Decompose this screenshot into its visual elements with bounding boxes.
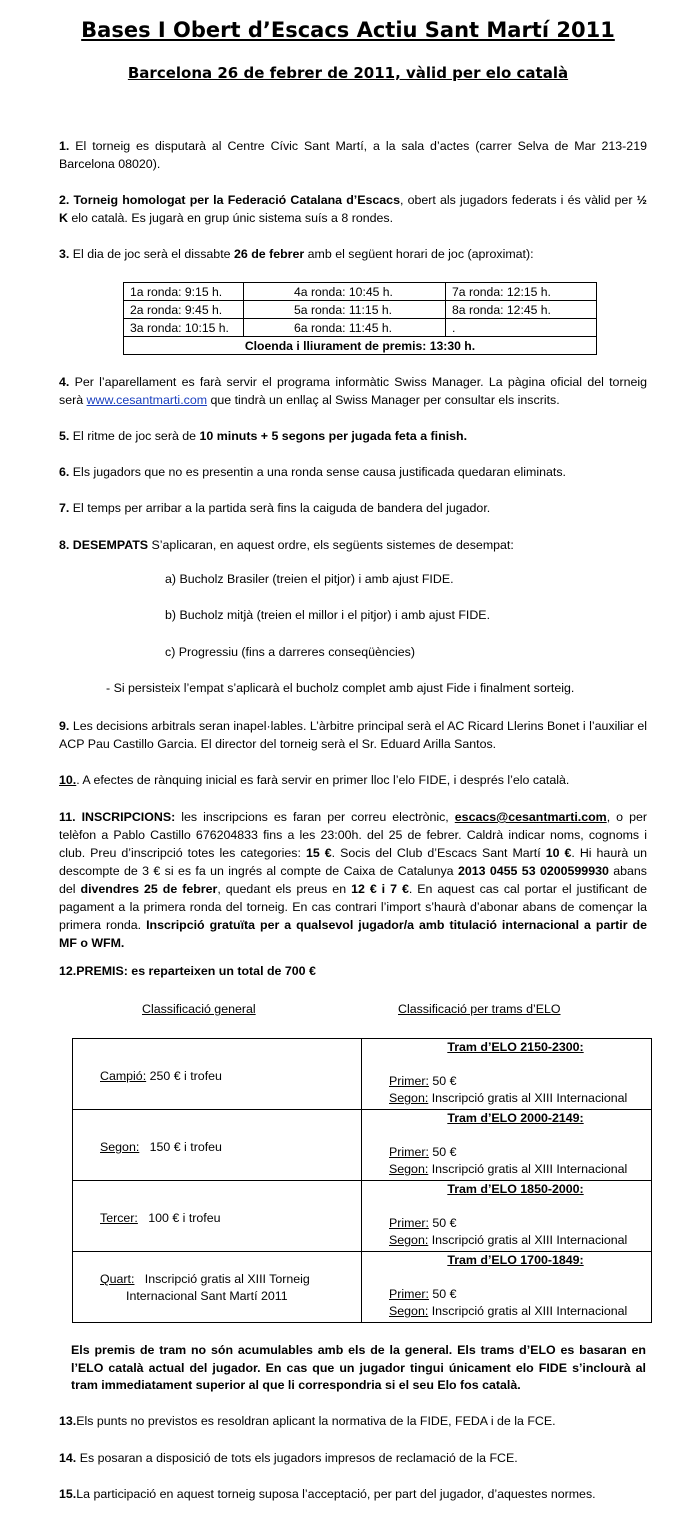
rule-text: . En aquest cas cal portar el justificant de pagament a la primera ronda del torneig. En cas contrari l’import s’haurà d’abonar abans de començar la primera ronda.: [59, 882, 648, 932]
rule-text: , o per telèfon a Pablo Castillo 676204833 fins a les 23:00h. del 25 de febrer. Caldrà indicar noms, cognoms i club. Preu d’inscripció totes les categories:: [59, 810, 647, 860]
prize-row: [73, 1110, 652, 1181]
prize-elo-cell: [362, 1110, 652, 1181]
rule-number: 8.: [59, 538, 70, 552]
rule-text: S’aplicaran, en aquest ordre, els següents sistemes de desempat:: [148, 538, 514, 552]
rule-13: [59, 1412, 647, 1430]
tram-title: Tram d’ELO 2150-2300:: [447, 1040, 584, 1054]
schedule-row: [124, 319, 597, 337]
schedule-row: [124, 301, 597, 319]
primer-value: 50 €: [428, 1145, 457, 1159]
rule-bold: Inscripció gratuïta per a qualsevol jugador/a amb titulació internacional a partir de MF o WFM.: [59, 918, 647, 950]
rule-5: [59, 427, 647, 445]
rule-number: 4.: [59, 375, 70, 389]
prize-label: Quart:: [100, 1272, 135, 1286]
tiebreak-note: - Si persisteix l’empat s’aplicarà el bucholz complet amb ajust Fide i finalment sorteig.: [106, 681, 575, 695]
segon-value: Inscripció gratis al XIII Internacional: [428, 1162, 628, 1176]
prize-value: 150 € i trofeu: [139, 1140, 222, 1154]
prize-general-cell: [73, 1110, 362, 1181]
rule-text: . A efectes de rànquing inicial es farà servir en primer lloc l’elo FIDE, i després l’elo català.: [76, 773, 570, 787]
rule-11: [59, 808, 647, 952]
segon-label: Segon:: [389, 1091, 429, 1105]
schedule-cell: 8a ronda: 12:45 h.: [446, 301, 597, 319]
schedule-cell: .: [446, 319, 597, 337]
schedule-footer-row: [124, 337, 597, 355]
rule-9: [59, 717, 647, 753]
segon-value: Inscripció gratis al XIII Internacional: [428, 1233, 628, 1247]
schedule-footer: Cloenda i lliurament de premis: 13:30 h.: [124, 337, 597, 355]
rule-number: 7.: [59, 501, 70, 515]
rule-bold: 10 minuts + 5 segons per jugada feta a finish.: [199, 429, 468, 443]
schedule-cell: 1a ronda: 9:15 h.: [124, 283, 244, 301]
rule-number: 12.: [59, 964, 77, 978]
rule-bold: DESEMPATS: [72, 538, 149, 552]
rule-number: 14.: [59, 1451, 77, 1465]
rule-bold: ½ K: [59, 193, 647, 225]
rule-text: El dia de joc serà el dissabte: [72, 247, 234, 261]
prize-label: Campió:: [100, 1069, 147, 1083]
prize-elo-cell: [362, 1039, 652, 1110]
rule-text: La participació en aquest torneig suposa l’acceptació, per part del jugador, d’aquestes normes.: [76, 1487, 596, 1501]
rule-2: [59, 191, 647, 227]
rule-text: El torneig es disputarà al Centre Cívic Sant Martí, a la sala d’actes (carrer Selva de Mar 213-219 Barcelona 08020).: [59, 139, 647, 171]
prize-general-cell: [73, 1181, 362, 1252]
rule-text: El ritme de joc serà de: [72, 429, 200, 443]
primer-label: Primer:: [389, 1145, 429, 1159]
schedule-cell: 2a ronda: 9:45 h.: [124, 301, 244, 319]
primer-value: 50 €: [428, 1216, 457, 1230]
rule-bold: 10 €: [545, 846, 572, 860]
primer-label: Primer:: [389, 1074, 429, 1088]
rule-text: amb el següent horari de joc (aproximat):: [304, 247, 534, 261]
rule-7: [59, 499, 647, 517]
rule-number: 5.: [59, 429, 70, 443]
rule-text: , obert als jugadors federats i és vàlid per: [399, 193, 637, 207]
rule-number: 13.: [59, 1414, 77, 1428]
rule-number: 9.: [59, 719, 70, 733]
segon-label: Segon:: [389, 1162, 429, 1176]
rule-bold: divendres 25 de febrer: [80, 882, 218, 896]
prize-value: Inscripció gratis al XIII Torneig: [134, 1272, 310, 1286]
rule-text: Els jugadors que no es presentin a una ronda sense causa justificada quedaran eliminats.: [72, 465, 566, 479]
schedule-cell: 6a ronda: 11:45 h.: [244, 319, 446, 337]
prize-label: Segon:: [100, 1140, 140, 1154]
rule-15: [59, 1485, 647, 1503]
tiebreak-item: b) Bucholz mitjà (treien el millor i el pitjor) i amb ajust FIDE.: [165, 608, 491, 622]
segon-label: Segon:: [389, 1304, 429, 1318]
tiebreak-item: c) Progressiu (fins a darreres conseqüències): [165, 645, 415, 659]
rule-bold: 12 € i 7 €: [351, 882, 409, 896]
prize-row: [73, 1252, 652, 1323]
prize-elo-cell: [362, 1252, 652, 1323]
rule-text: elo català. Es jugarà en grup únic sistema suís a 8 rondes.: [67, 211, 394, 225]
rule-text: abans del: [59, 864, 648, 896]
segon-value: Inscripció gratis al XIII Internacional: [428, 1304, 628, 1318]
schedule-cell: 7a ronda: 12:15 h.: [446, 283, 597, 301]
email-link[interactable]: escacs@cesantmarti.com: [454, 810, 607, 824]
rule-number: 2.: [59, 193, 70, 207]
rule-number: 6.: [59, 465, 70, 479]
rule-1: [59, 137, 647, 173]
website-link[interactable]: www.cesantmarti.com: [86, 393, 208, 407]
prize-general-cell: [73, 1039, 362, 1110]
primer-label: Primer:: [389, 1216, 429, 1230]
rule-14: [59, 1449, 647, 1467]
rule-6: [59, 463, 647, 481]
primer-label: Primer:: [389, 1287, 429, 1301]
rule-8: [59, 536, 647, 554]
rule-text: Es posaran a disposició de tots els jugadors impresos de reclamació de la FCE.: [79, 1451, 518, 1465]
schedule-cell: 4a ronda: 10:45 h.: [244, 283, 446, 301]
prize-value: 250 € i trofeu: [146, 1069, 222, 1083]
tram-title: Tram d’ELO 2000-2149:: [447, 1111, 584, 1125]
prize-elo-cell: [362, 1181, 652, 1252]
rule-text: les inscripcions es faran per correu electrònic,: [175, 810, 455, 824]
rule-text: . Hi haurà un descompte de 3 € si es fa un ingrés al compte de Caixa de Catalunya: [59, 846, 648, 878]
rule-text: que tindrà un enllaç al Swiss Manager per consultar els inscrits.: [207, 393, 560, 407]
segon-label: Segon:: [389, 1233, 429, 1247]
rule-text: . Socis del Club d’Escacs Sant Martí: [331, 846, 546, 860]
prize-value-2: Internacional Sant Martí 2011: [126, 1289, 288, 1303]
page-title: Bases I Obert d’Escacs Actiu Sant Martí 2011: [81, 18, 615, 42]
prize-row: [73, 1039, 652, 1110]
prizes-table: [72, 1038, 652, 1323]
rule-text: Els punts no previstos es resoldran aplicant la normativa de la FIDE, FEDA i de la FCE.: [76, 1414, 556, 1428]
rule-number: 15.: [59, 1487, 77, 1501]
primer-value: 50 €: [428, 1074, 457, 1088]
rule-number: 1.: [59, 139, 70, 153]
schedule-cell: 3a ronda: 10:15 h.: [124, 319, 244, 337]
rule-text: Les decisions arbitrals seran inapel·lables. L’àrbitre principal serà el AC Ricard Llerins Bonet i l’auxiliar el ACP Pau Castillo Garcia. El director del torneig serà el Sr. Eduard Arilla Santos.: [59, 719, 647, 751]
prize-label: Tercer:: [100, 1211, 138, 1225]
rule-3: [59, 245, 647, 263]
prizes-note: Els premis de tram no són acumulables amb els de la general. Els trams d’ELO es basaran en l’ELO català actual del jugador. En cas que un jugador tingui únicament elo FIDE s’inclourà al tram immediatament superior al que li correspondria si el seu Elo fos català.: [71, 1343, 646, 1392]
tram-title: Tram d’ELO 1850-2000:: [447, 1182, 584, 1196]
rule-bold: Torneig homologat per la Federació Catalana d’Escacs: [73, 193, 400, 207]
rule-text: Per l’aparellament es farà servir el programa informàtic Swiss Manager. La pàgina oficial del torneig serà: [59, 375, 648, 407]
prizes-elo-header: Classificació per trams d’ELO: [398, 1002, 561, 1016]
rule-text: El temps per arribar a la partida serà fins la caiguda de bandera del jugador.: [72, 501, 491, 515]
rule-bold: 26 de febrer: [233, 247, 305, 261]
prize-general-cell: [73, 1252, 362, 1323]
schedule-table: [123, 282, 597, 355]
prize-value: 100 € i trofeu: [137, 1211, 221, 1225]
schedule-row: [124, 283, 597, 301]
rule-number: 11.: [59, 810, 76, 824]
rule-bold: 15 €: [305, 846, 332, 860]
prizes-general-header: Classificació general: [142, 1002, 256, 1016]
rule-number: 3.: [59, 247, 70, 261]
rule-number: 10.: [59, 773, 77, 787]
prize-row: [73, 1181, 652, 1252]
tram-title: Tram d’ELO 1700-1849:: [447, 1253, 584, 1267]
rule-bold: PREMIS: es reparteixen un total de 700 €: [76, 964, 316, 978]
primer-value: 50 €: [428, 1287, 457, 1301]
rule-bold: 2013 0455 53 0200599930: [457, 864, 609, 878]
segon-value: Inscripció gratis al XIII Internacional: [428, 1091, 628, 1105]
page-subtitle: Barcelona 26 de febrer de 2011, vàlid per elo català: [127, 64, 569, 82]
rule-text: , quedant els preus en: [217, 882, 352, 896]
rule-bold: INSCRIPCIONS:: [81, 810, 176, 824]
rule-4: [59, 373, 647, 409]
schedule-cell: 5a ronda: 11:15 h.: [244, 301, 446, 319]
rule-12: [59, 962, 647, 980]
rule-10: [59, 771, 647, 789]
tiebreak-item: a) Bucholz Brasiler (treien el pitjor) i amb ajust FIDE.: [165, 572, 454, 586]
